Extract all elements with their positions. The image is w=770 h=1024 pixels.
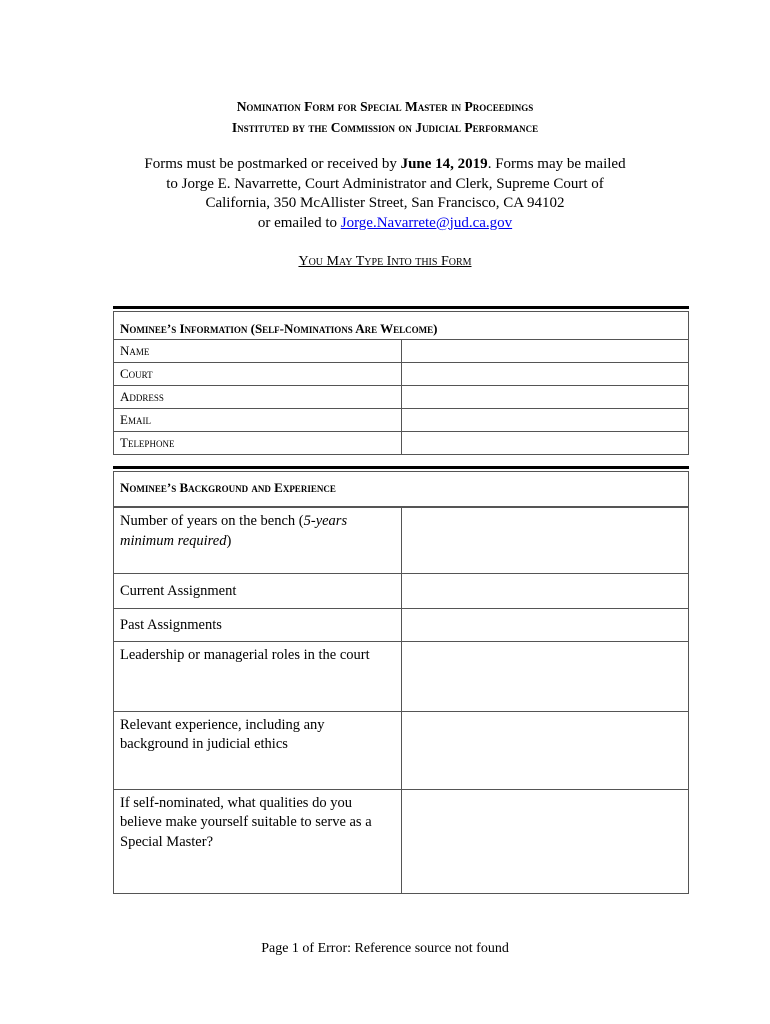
name-field[interactable]	[401, 340, 689, 363]
nominee-information-header: Nominee’s Information (Self-Nominations Are Welcome)	[114, 312, 689, 340]
label-italic-text: 5-years minimum required	[120, 513, 348, 549]
table-row	[114, 409, 689, 432]
address-field[interactable]	[401, 386, 689, 409]
form-title-line2: Instituted by the Commission on Judicial Performance	[231, 120, 539, 135]
address-label: Address	[114, 386, 402, 409]
telephone-label: Telephone	[114, 432, 402, 455]
table-row	[114, 789, 689, 893]
label-text: )	[226, 532, 232, 549]
table-row	[114, 363, 689, 386]
nominee-background-section	[113, 466, 689, 894]
form-title-line1: Nomination Form for Special Master in Proceedings	[236, 99, 534, 114]
instructions-text: Forms must be postmarked or received by	[144, 156, 401, 172]
relevant-experience-label: Relevant experience, including any background in judicial ethics	[114, 711, 402, 789]
table-row	[114, 573, 689, 608]
table-row	[114, 711, 689, 789]
email-field[interactable]	[401, 409, 689, 432]
form-title	[0, 96, 770, 138]
table-row	[114, 641, 689, 711]
nominee-information-table	[113, 311, 689, 455]
table-row	[114, 432, 689, 455]
instructions-line1	[0, 155, 770, 175]
leadership-roles-field[interactable]	[401, 641, 689, 711]
years-on-bench-field[interactable]	[401, 507, 689, 573]
current-assignment-field[interactable]	[401, 573, 689, 608]
suitability-qualities-label: If self-nominated, what qualities do you believe make yourself suitable to serve as a Special Master?	[114, 789, 402, 893]
leadership-roles-label: Leadership or managerial roles in the court	[114, 641, 402, 711]
court-label: Court	[114, 363, 402, 386]
instructions-line2: to Jorge E. Navarrette, Court Administrator and Clerk, Supreme Court of	[166, 175, 604, 192]
suitability-qualities-field[interactable]	[401, 789, 689, 893]
label-text: Number of years on the bench (	[120, 513, 304, 529]
deadline-date: June 14, 2019	[400, 156, 488, 172]
page-footer: Page 1 of Error: Reference source not found	[261, 941, 509, 956]
instructions	[0, 155, 770, 233]
email-link[interactable]: Jorge.Navarrete@jud.ca.gov	[340, 214, 513, 231]
nominee-information-section	[113, 306, 689, 455]
relevant-experience-field[interactable]	[401, 711, 689, 789]
table-row	[114, 608, 689, 641]
table-row	[114, 340, 689, 363]
telephone-field[interactable]	[401, 432, 689, 455]
instructions-line4	[0, 214, 770, 234]
years-on-bench-label	[114, 507, 402, 573]
instructions-text: . Forms may be mailed	[487, 156, 626, 172]
court-field[interactable]	[401, 363, 689, 386]
name-label: Name	[114, 340, 402, 363]
past-assignments-field[interactable]	[401, 608, 689, 641]
current-assignment-label: Current Assignment	[114, 573, 402, 608]
nominee-background-table	[113, 471, 689, 894]
instructions-line3: California, 350 McAllister Street, San Francisco, CA 94102	[205, 195, 565, 211]
nominee-background-header: Nominee’s Background and Experience	[114, 472, 689, 508]
email-label: Email	[114, 409, 402, 432]
past-assignments-label: Past Assignments	[114, 608, 402, 641]
table-row	[114, 507, 689, 573]
type-into-form-note: You May Type Into this Form	[298, 254, 472, 269]
table-row	[114, 386, 689, 409]
instructions-text: or emailed to	[257, 214, 341, 231]
